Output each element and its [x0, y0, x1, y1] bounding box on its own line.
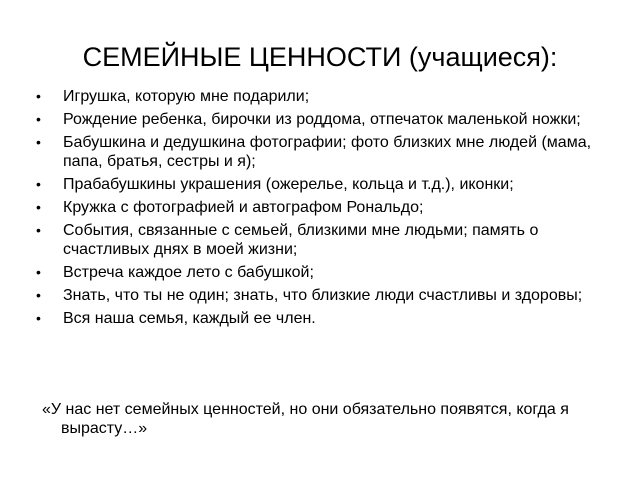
- bullet-icon: •: [36, 310, 41, 326]
- slide-title: СЕМЕЙНЫЕ ЦЕННОСТИ (учащиеся):: [82, 42, 558, 72]
- list-item-text: Встреча каждое лето с бабушкой;: [63, 264, 314, 281]
- list-item-text: Кружка с фотографией и автографом Рональдо;: [63, 199, 424, 216]
- list-item-text: Бабушкина и дедушкина фотографии; фото близких мне людей (мама, папа, братья, сестры и я);: [63, 134, 592, 170]
- list-item: [34, 221, 626, 259]
- bullet-icon: •: [36, 111, 41, 127]
- list-item-text: Игрушка, которую мне подарили;: [63, 88, 310, 105]
- bullet-icon: •: [36, 88, 41, 104]
- list-item-text: Знать, что ты не один; знать, что близкие люди счастливы и здоровы;: [63, 287, 583, 304]
- list-item-text: События, связанные с семьей, близкими мне людьми; память о счастливых днях в моей жизни;: [63, 222, 539, 258]
- list-item-text: Вся наша семья, каждый ее член.: [63, 310, 316, 327]
- list-item: [34, 110, 626, 129]
- list-item: [34, 198, 626, 217]
- list-item: [34, 263, 626, 282]
- list-item-text: Прабабушкины украшения (ожерелье, кольца и т.д.), иконки;: [63, 176, 514, 193]
- list-item: [34, 133, 626, 171]
- bullet-icon: •: [36, 176, 41, 192]
- values-list: [34, 87, 626, 332]
- bullet-icon: •: [36, 134, 41, 150]
- bullet-icon: •: [36, 222, 41, 238]
- list-item-text: Рождение ребенка, бирочки из роддома, отпечаток маленькой ножки;: [63, 111, 581, 128]
- bullet-icon: •: [36, 287, 41, 303]
- list-item: [34, 309, 626, 328]
- bullet-icon: •: [36, 264, 41, 280]
- list-item: [34, 286, 626, 305]
- bullet-icon: •: [36, 199, 41, 215]
- student-quote: «У нас нет семейных ценностей, но они обязательно появятся, когда я вырасту…»: [42, 401, 569, 437]
- list-item: [34, 175, 626, 194]
- list-item: [34, 87, 626, 106]
